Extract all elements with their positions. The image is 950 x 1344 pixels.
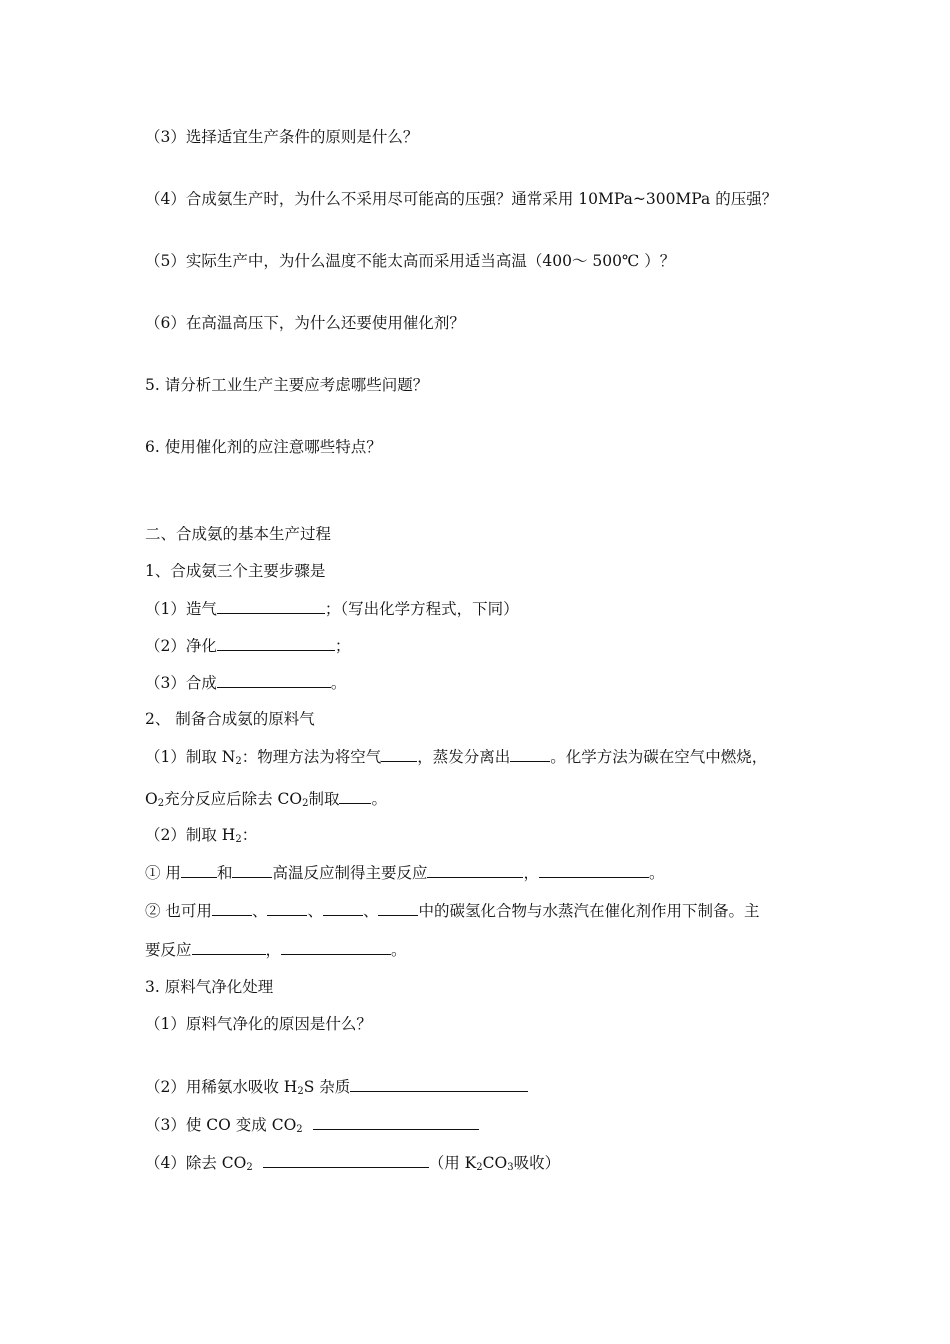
question-4-6: （6）在高温高压下，为什么还要使用催化剂？	[145, 314, 465, 332]
n2-line2-a: O	[145, 790, 158, 808]
section-2-1-heading: 1、合成氨三个主要步骤是	[145, 562, 326, 580]
n2-line-1	[145, 746, 767, 767]
h2-1-b: 和	[216, 864, 233, 882]
step-2-label: （2）净化	[145, 637, 217, 655]
h2-2-sep-2: 、	[307, 902, 323, 920]
h2-sub: 2	[235, 834, 242, 845]
h2-method-1	[145, 862, 665, 883]
section-2-2-heading: 2、 制备合成氨的原料气	[145, 710, 315, 728]
h2-2-blank-2[interactable]	[267, 900, 307, 916]
purify-q4-c: CO	[482, 1154, 508, 1172]
purify-q3-a: （3）使 CO 变成 CO	[145, 1116, 297, 1134]
n2-line-2	[145, 788, 387, 809]
purify-q2-a: （2）用稀氨水吸收 H	[145, 1078, 298, 1096]
h2-2-blank-4[interactable]	[378, 900, 418, 916]
purify-q4-blank[interactable]	[263, 1152, 429, 1168]
step-1-label: （1）造气	[145, 600, 217, 618]
h2-2-a: ② 也可用	[145, 902, 212, 920]
section-2-3-heading: 3. 原料气净化处理	[145, 978, 274, 996]
h2-1-d: ，	[523, 864, 539, 882]
question-6: 6. 使用催化剂的应注意哪些特点？	[145, 438, 382, 456]
h2-line	[145, 825, 257, 845]
h2-1-a: ① 用	[145, 864, 181, 882]
h2-2-sep-3: 、	[362, 902, 379, 920]
step-2-suffix: ；	[334, 637, 351, 655]
n2-blank-3[interactable]	[339, 788, 371, 804]
question-4-5: （5）实际生产中，为什么温度不能太高而采用适当高温（400～ 500℃ ）？	[145, 252, 676, 270]
n2-blank-1[interactable]	[381, 746, 417, 762]
purify-q4-sub2: 2	[476, 1162, 483, 1173]
n2-line2-sub2: 2	[302, 798, 309, 809]
h2-2-line2-b: ，	[265, 941, 282, 959]
n2-line2-d: 。	[371, 790, 387, 808]
purify-q2-sub: 2	[297, 1086, 304, 1097]
n2-text-c: ，蒸发分离出	[417, 748, 511, 766]
n2-text-a: （1）制取 N	[145, 748, 236, 766]
purify-q4-b: （用 K	[428, 1154, 477, 1172]
h2-2-blank-1[interactable]	[212, 900, 252, 916]
n2-line2-c: 制取	[308, 790, 340, 808]
h2-1-blank-2[interactable]	[232, 862, 272, 878]
purify-q4-sub: 2	[246, 1162, 253, 1173]
section-2-title: 二、合成氨的基本生产过程	[145, 525, 332, 543]
n2-text-d: 。化学方法为碳在空气中燃烧，	[550, 748, 768, 766]
step-3-suffix: 。	[330, 674, 347, 692]
step-1-line	[145, 598, 519, 619]
h2-1-e: 。	[648, 864, 665, 882]
h2-method-2	[145, 900, 760, 921]
n2-sub: 2	[235, 756, 242, 767]
h2-2-blank-5[interactable]	[192, 939, 266, 955]
question-5: 5. 请分析工业生产主要应考虑哪些问题？	[145, 376, 429, 394]
purify-q3	[145, 1114, 479, 1135]
purify-q4	[145, 1152, 560, 1173]
n2-blank-2[interactable]	[510, 746, 550, 762]
h2-2-b: 中的碳氢化合物与水蒸汽在催化剂作用下制备。主	[418, 902, 760, 920]
purify-q3-sub: 2	[296, 1124, 303, 1135]
h2-2-line2-a: 要反应	[145, 941, 192, 959]
h2-2-blank-3[interactable]	[323, 900, 363, 916]
purify-q4-d: 吸收）	[513, 1154, 561, 1172]
n2-line2-sub1: 2	[157, 798, 165, 809]
n2-line2-b: 充分反应后除去 CO	[164, 790, 303, 808]
h2-2-blank-6[interactable]	[281, 939, 391, 955]
h2-1-c: 高温反应制得主要反应	[272, 864, 428, 882]
h2-1-blank-3[interactable]	[427, 862, 523, 878]
purify-q4-a: （4）除去 CO	[145, 1154, 247, 1172]
h2-method-2-line-2	[145, 939, 407, 960]
h2-2-sep-1: 、	[251, 902, 268, 920]
purify-q2-b: S 杂质	[303, 1078, 351, 1096]
h2-1-blank-1[interactable]	[181, 862, 217, 878]
purify-q1: （1）原料气净化的原因是什么？	[145, 1015, 372, 1033]
n2-text-b: ：物理方法为将空气	[241, 748, 382, 766]
question-4-4: （4）合成氨生产时，为什么不采用尽可能高的压强？通常采用 10MPa~300MPa 的压强？	[145, 190, 778, 208]
purify-q4-sub3: 3	[507, 1162, 514, 1173]
h2-text-a: （2）制取 H	[145, 826, 236, 844]
step-1-suffix: ；（写出化学方程式，下同）	[324, 600, 519, 618]
purify-q3-blank[interactable]	[313, 1114, 479, 1130]
purify-q2	[145, 1076, 528, 1097]
step-3-line	[145, 672, 346, 693]
step-3-label: （3）合成	[145, 674, 217, 692]
h2-1-blank-4[interactable]	[539, 862, 649, 878]
purify-q2-blank[interactable]	[350, 1076, 528, 1092]
step-1-blank[interactable]	[217, 598, 325, 614]
step-3-blank[interactable]	[217, 672, 331, 688]
step-2-line	[145, 635, 350, 656]
step-2-blank[interactable]	[217, 635, 335, 651]
h2-2-line2-c: 。	[391, 941, 407, 959]
question-4-3: （3）选择适宜生产条件的原则是什么？	[145, 128, 419, 146]
h2-text-b: ：	[241, 826, 258, 844]
